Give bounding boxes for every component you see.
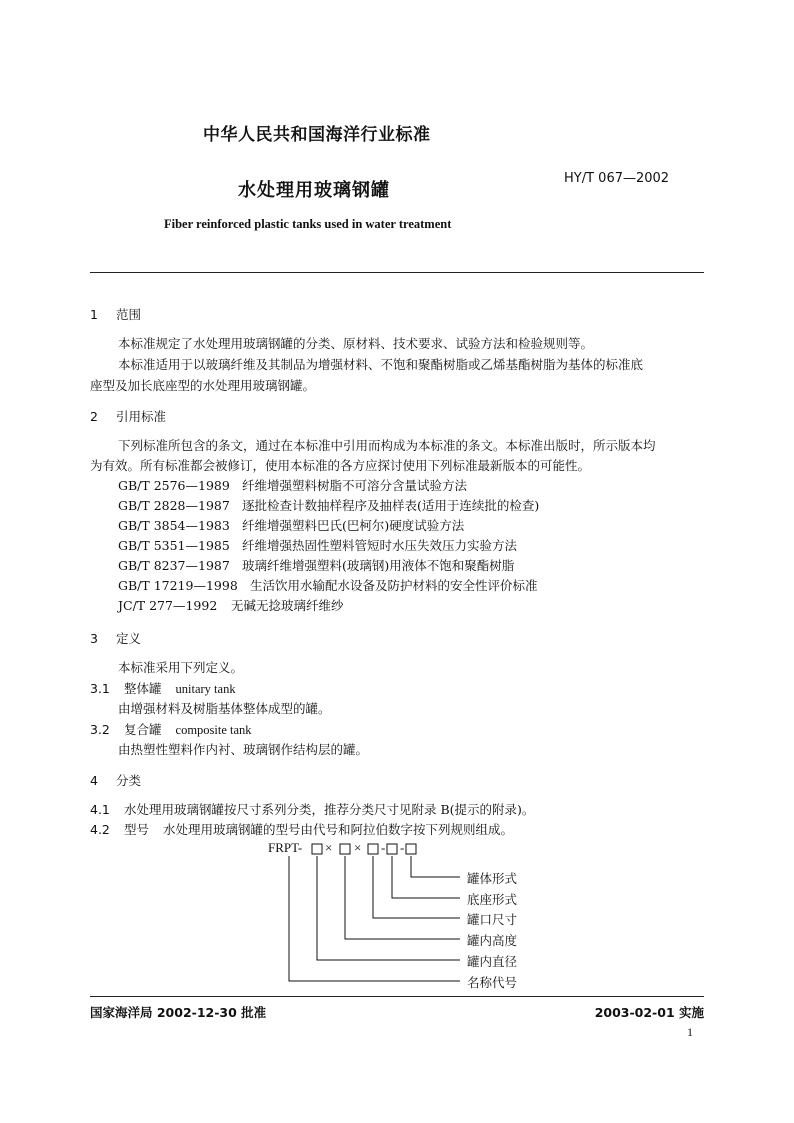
section-number: 1 (90, 307, 98, 322)
reference-title: 逐批检查计数抽样程序及抽样表(适用于连续批的检查) (242, 498, 540, 513)
clause-text: 水处理用玻璃钢罐的型号由代号和阿拉伯数字按下列规则组成。 (163, 822, 514, 837)
clause-4-1 (90, 800, 534, 818)
clause-number: 3.2 (90, 722, 110, 737)
reference-title: 生活饮用水输配水设备及防护材料的安全性评价标准 (250, 578, 538, 593)
placeholder-box (387, 844, 397, 854)
diagram-label: 名称代号 (467, 975, 518, 990)
clause-number: 4.2 (90, 822, 110, 837)
standard-code: HY/T 067—2002 (564, 171, 670, 186)
leader-line (373, 856, 460, 918)
placeholder-box (406, 844, 416, 854)
paragraph: 本标准规定了水处理用玻璃钢罐的分类、原材料、技术要求、试验方法和检验规则等。 (118, 336, 594, 351)
definition-term (90, 720, 252, 738)
leader-line (289, 856, 460, 981)
section-1-heading (90, 305, 141, 323)
section-title: 分类 (115, 773, 141, 788)
section-3-heading (90, 629, 141, 647)
definition-text: 由热塑性塑料作内衬、玻璃钢作结构层的罐。 (118, 742, 369, 757)
reference-code: GB/T 5351—1985 (118, 538, 230, 553)
diagram-label: 罐口尺寸 (467, 912, 518, 927)
section-number: 3 (90, 631, 98, 646)
reference-title: 纤维增强热固性塑料管短时水压失效压力实验方法 (242, 538, 518, 553)
reference-item (118, 556, 514, 574)
section-title: 定义 (115, 631, 141, 646)
english-title: Fiber reinforced plastic tanks used in water treatment (164, 217, 452, 231)
reference-item (118, 596, 344, 614)
reference-code: GB/T 3854—1983 (118, 518, 230, 533)
doc-title: 水处理用玻璃钢罐 (238, 180, 390, 201)
leader-line (345, 856, 460, 939)
separator-x: × (325, 840, 333, 855)
diagram-label: 罐内高度 (467, 933, 518, 948)
reference-code: JC/T 277—1992 (118, 598, 218, 613)
term-zh: 整体罐 (124, 681, 162, 696)
paragraph: 本标准适用于以玻璃纤维及其制品为增强材料、不饱和聚酯树脂或乙烯基酯树脂为基体的标准底 (118, 357, 644, 372)
leader-line (411, 856, 460, 877)
separator-dash: - (381, 840, 386, 855)
clause-term: 型号 (124, 822, 150, 837)
term-zh: 复合罐 (124, 722, 162, 737)
diagram-label: 底座形式 (467, 892, 518, 907)
placeholder-box (368, 844, 378, 854)
reference-item (118, 516, 464, 534)
approval-note: 国家海洋局 2002-12-30 批准 (90, 1005, 267, 1020)
clause-number: 3.1 (90, 681, 110, 696)
reference-item (118, 536, 517, 554)
placeholder-box (312, 844, 322, 854)
section-title: 范围 (115, 307, 141, 322)
clause-number: 4.1 (90, 802, 110, 817)
clause-text: 水处理用玻璃钢罐按尺寸系列分类，推荐分类尺寸见附录 B(提示的附录)。 (124, 802, 535, 817)
paragraph: 座型及加长底座型的水处理用玻璃钢罐。 (90, 378, 316, 393)
definition-text: 由增强材料及树脂基体整体成型的罐。 (118, 701, 331, 716)
section-number: 2 (90, 409, 98, 424)
reference-item (118, 476, 467, 494)
reference-title: 纤维增强塑料巴氏(巴柯尔)硬度试验方法 (242, 518, 465, 533)
placeholder-box (340, 844, 350, 854)
reference-code: GB/T 2576—1989 (118, 478, 230, 493)
reference-item (118, 496, 539, 514)
reference-item (118, 576, 538, 594)
reference-code: GB/T 17219—1998 (118, 578, 238, 593)
reference-title: 玻璃纤维增强塑料(玻璃钢)用液体不饱和聚酯树脂 (242, 558, 515, 573)
paragraph: 下列标准所包含的条文，通过在本标准中引用而构成为本标准的条文。本标准出版时，所示版本均 (118, 438, 656, 453)
separator-x: × (354, 840, 362, 855)
header-rule (90, 272, 704, 273)
section-title: 引用标准 (115, 409, 166, 424)
leader-line (317, 856, 460, 960)
paragraph: 为有效。所有标准都会被修订，使用本标准的各方应探讨使用下列标准最新版本的可能性。 (90, 458, 591, 473)
implementation-note: 2003-02-01 实施 (594, 1005, 704, 1020)
section-2-heading (90, 407, 166, 425)
leader-line (392, 856, 460, 898)
reference-code: GB/T 8237—1987 (118, 558, 230, 573)
section-4-heading (90, 771, 141, 789)
org-title: 中华人民共和国海洋行业标准 (203, 125, 431, 145)
reference-code: GB/T 2828—1987 (118, 498, 230, 513)
definition-term (90, 679, 236, 697)
model-prefix: FRPT- (268, 840, 303, 855)
clause-4-2 (90, 820, 513, 838)
page-number: 1 (687, 1025, 693, 1039)
diagram-label: 罐内直径 (467, 954, 518, 969)
footer-rule (90, 996, 704, 997)
paragraph: 本标准采用下列定义。 (118, 660, 244, 675)
separator-dash: - (400, 840, 405, 855)
diagram-label: 罐体形式 (467, 871, 518, 886)
reference-title: 纤维增强塑料树脂不可溶分含量试验方法 (242, 478, 468, 493)
reference-title: 无碱无捻玻璃纤维纱 (231, 598, 344, 613)
term-en: unitary tank (175, 682, 236, 696)
term-en: composite tank (175, 723, 252, 737)
section-number: 4 (90, 773, 98, 788)
